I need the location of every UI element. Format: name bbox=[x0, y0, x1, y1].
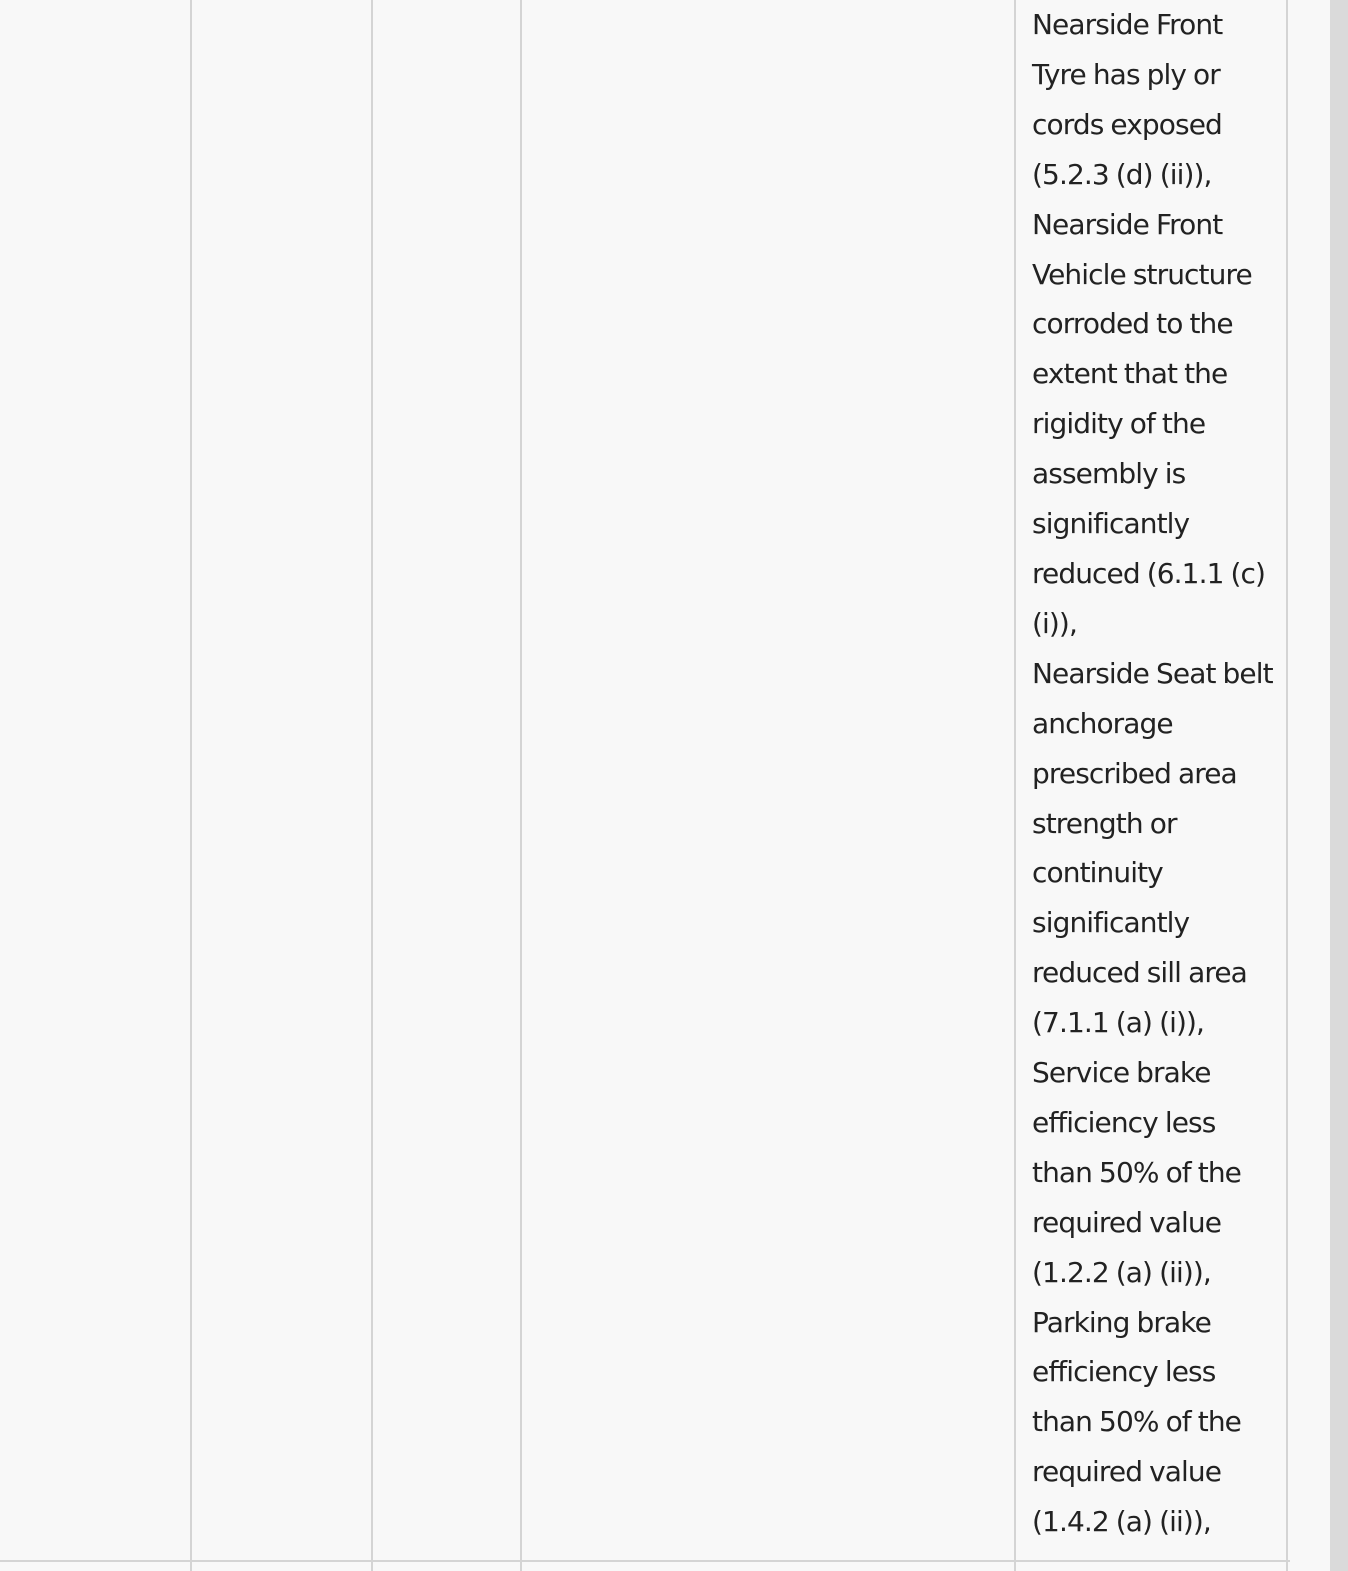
defect-item: Parking brake efficiency less than 50% of the required value (1.4.2 (a) (ii)), bbox=[1032, 1305, 1242, 1539]
column-divider bbox=[190, 0, 192, 1571]
defect-item: Nearside Front Tyre has ply or cords exposed (5.2.3 (d) (ii)), bbox=[1032, 8, 1223, 191]
table-cell bbox=[374, 0, 520, 1560]
column-divider bbox=[520, 0, 522, 1571]
defect-list bbox=[1032, 0, 1282, 1547]
column-divider bbox=[371, 0, 373, 1571]
defect-item: Nearside Seat belt anchorage prescribed area strength or continuity significantly reduced sill area (7.1.1 (a) (i)), bbox=[1032, 656, 1273, 1040]
table-cell bbox=[192, 0, 372, 1560]
column-divider bbox=[1286, 0, 1288, 1571]
table-cell bbox=[0, 0, 190, 1560]
defect-item: Nearside Front Vehicle structure corroded to the extent that the rigidity of the assembly is significantly reduced (6.1.1 (c) (i)), bbox=[1032, 207, 1266, 640]
column-divider bbox=[1014, 0, 1016, 1571]
row-divider bbox=[0, 1560, 1290, 1562]
defect-item: Service brake efficiency less than 50% of the required value (1.2.2 (a) (ii)), bbox=[1032, 1056, 1242, 1289]
table-cell bbox=[522, 0, 1014, 1560]
vertical-scrollbar[interactable] bbox=[1330, 0, 1348, 1571]
defects-cell bbox=[1016, 0, 1286, 1560]
